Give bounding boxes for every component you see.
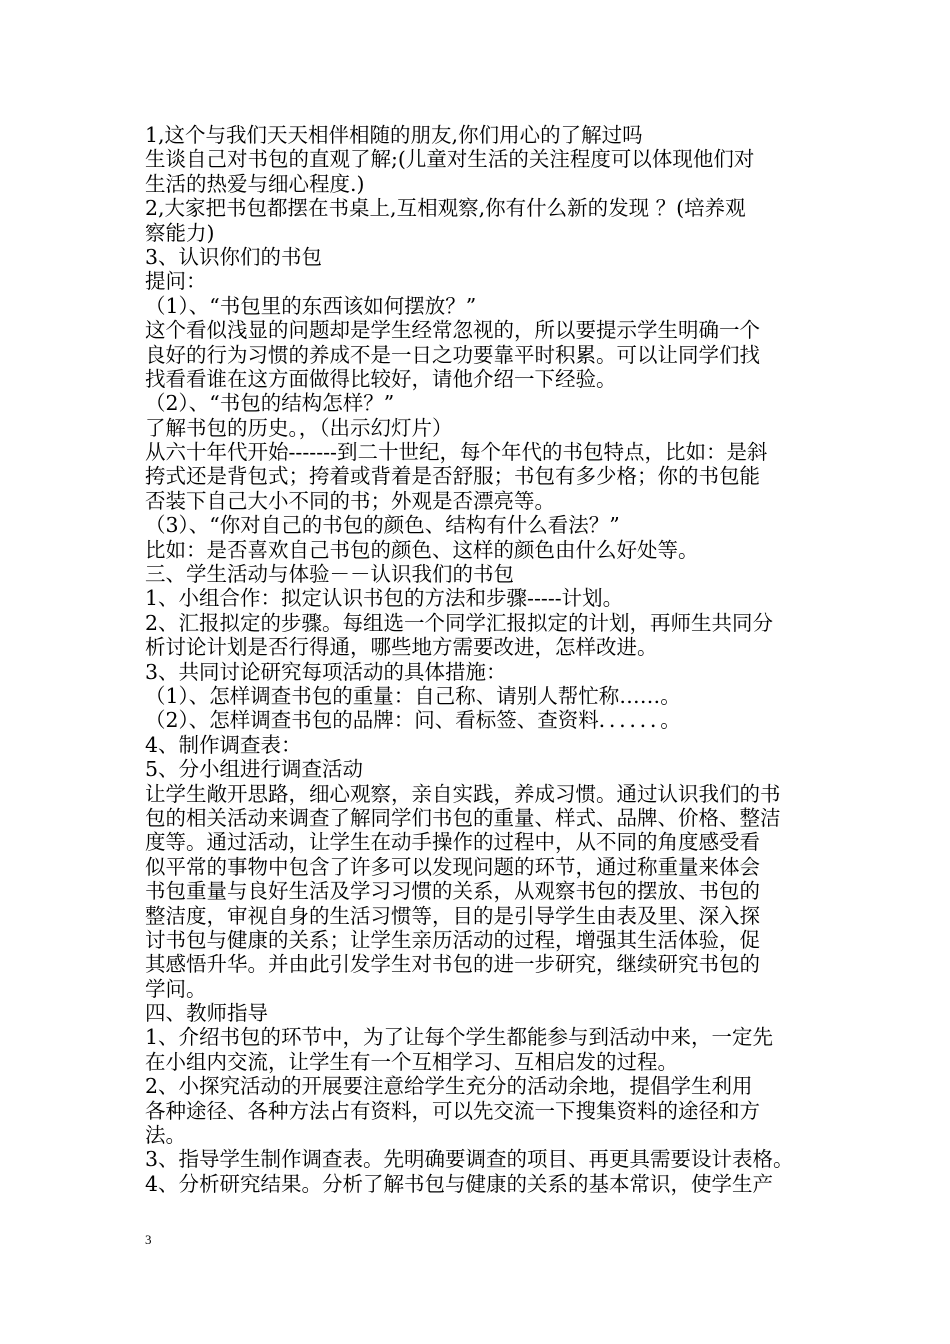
text-line: （2）、怎样调查书包的品牌：问、看标签、查资料．．．．．．。 bbox=[145, 708, 681, 733]
text-line: 3、共同讨论研究每项活动的具体措施： bbox=[145, 659, 507, 684]
text-line: 比如：是否喜欢自己书包的颜色、这样的颜色由什么好处等。 bbox=[145, 537, 699, 562]
text-line: 生谈自己对书包的直观了解;(儿童对生活的关注程度可以体现他们对 bbox=[145, 147, 755, 172]
text-line: 各种途径、各种方法占有资料，可以先交流一下搜集资料的途径和方 bbox=[145, 1098, 760, 1123]
text-line: 1,这个与我们天天相伴相随的朋友,你们用心的了解过吗 bbox=[145, 123, 643, 147]
section-heading: 三、学生活动与体验－－认识我们的书包 bbox=[145, 562, 514, 587]
text-line: 察能力) bbox=[145, 220, 215, 245]
text-line: 良好的行为习惯的养成不是一日之功要靠平时积累。可以让同学们找 bbox=[145, 342, 760, 367]
text-line: 似平常的事物中包含了许多可以发现问题的环节，通过称重量来体会 bbox=[145, 854, 760, 879]
text-line: 其感悟升华。并由此引发学生对书包的进一步研究，继续研究书包的 bbox=[145, 952, 760, 977]
section-heading: 3、认识你们的书包 bbox=[145, 244, 323, 269]
text-line: （1）、怎样调查书包的重量：自己称、请别人帮忙称……。 bbox=[145, 683, 681, 708]
text-line: 从六十年代开始-------到二十世纪，每个年代的书包特点，比如：是斜 bbox=[145, 440, 768, 465]
question-item: （3）、“你对自己的书包的颜色、结构有什么看法？” bbox=[145, 513, 620, 538]
text-line: 2、汇报拟定的步骤。每组选一个同学汇报拟定的计划，再师生共同分 bbox=[145, 610, 774, 635]
text-line: 这个看似浅显的问题却是学生经常忽视的，所以要提示学生明确一个 bbox=[145, 318, 760, 343]
text-line: 书包重量与良好生活及学习习惯的关系，从观察书包的摆放、书包的 bbox=[145, 879, 760, 904]
text-line: 2,大家把书包都摆在书桌上,互相观察,你有什么新的发现 ？(培养观 bbox=[145, 196, 746, 221]
text-line: 4、制作调查表： bbox=[145, 732, 302, 757]
text-line: 生活的热爱与细心程度.) bbox=[145, 171, 365, 196]
text-line: 3、指导学生制作调查表。先明确要调查的项目、再更具需要设计表格。 bbox=[145, 1147, 794, 1172]
question-item: （1）、“书包里的东西该如何摆放？” bbox=[145, 293, 477, 318]
text-line: 法。 bbox=[145, 1123, 186, 1148]
section-heading: 四、教师指导 bbox=[145, 1001, 268, 1026]
document-body bbox=[145, 123, 817, 1196]
text-line: 包的相关活动来调查了解同学们书包的重量、样式、品牌、价格、整洁 bbox=[145, 805, 781, 830]
text-line: 了解书包的历史。，（出示幻灯片） bbox=[145, 415, 453, 440]
text-line: 否装下自己大小不同的书；外观是否漂亮等。 bbox=[145, 488, 555, 513]
text-line: 5、分小组进行调查活动 bbox=[145, 757, 364, 782]
text-line: 2、小探究活动的开展要注意给学生充分的活动余地，提倡学生利用 bbox=[145, 1074, 753, 1099]
text-line: 整洁度，审视自身的生活习惯等，目的是引导学生由表及里、深入探 bbox=[145, 903, 760, 928]
text-line: 析讨论计划是否行得通，哪些地方需要改进，怎样改进。 bbox=[145, 635, 658, 660]
text-line: 讨书包与健康的关系；让学生亲历活动的过程，增强其生活体验，促 bbox=[145, 927, 760, 952]
text-line: 1、介绍书包的环节中，为了让每个学生都能参与到活动中来，一定先 bbox=[145, 1025, 774, 1050]
text-line: 找看看谁在这方面做得比较好，请他介绍一下经验。 bbox=[145, 366, 617, 391]
text-line: 在小组内交流，让学生有一个互相学习、互相启发的过程。 bbox=[145, 1049, 678, 1074]
text-line: 1、小组合作：拟定认识书包的方法和步骤-----计划。 bbox=[145, 586, 624, 611]
text-line: 度等。通过活动，让学生在动手操作的过程中，从不同的角度感受看 bbox=[145, 830, 760, 855]
text-line: 4、分析研究结果。分析了解书包与健康的关系的基本常识，使学生产 bbox=[145, 1171, 774, 1196]
text-line: 提问： bbox=[145, 269, 207, 294]
question-item: （2）、“书包的结构怎样？” bbox=[145, 391, 395, 416]
text-line: 挎式还是背包式；挎着或背着是否舒服；书包有多少格；你的书包能 bbox=[145, 464, 760, 489]
text-line: 让学生敞开思路，细心观察，亲自实践，养成习惯。通过认识我们的书 bbox=[145, 781, 781, 806]
text-line: 学问。 bbox=[145, 976, 207, 1001]
page-number: 3 bbox=[145, 1232, 152, 1247]
